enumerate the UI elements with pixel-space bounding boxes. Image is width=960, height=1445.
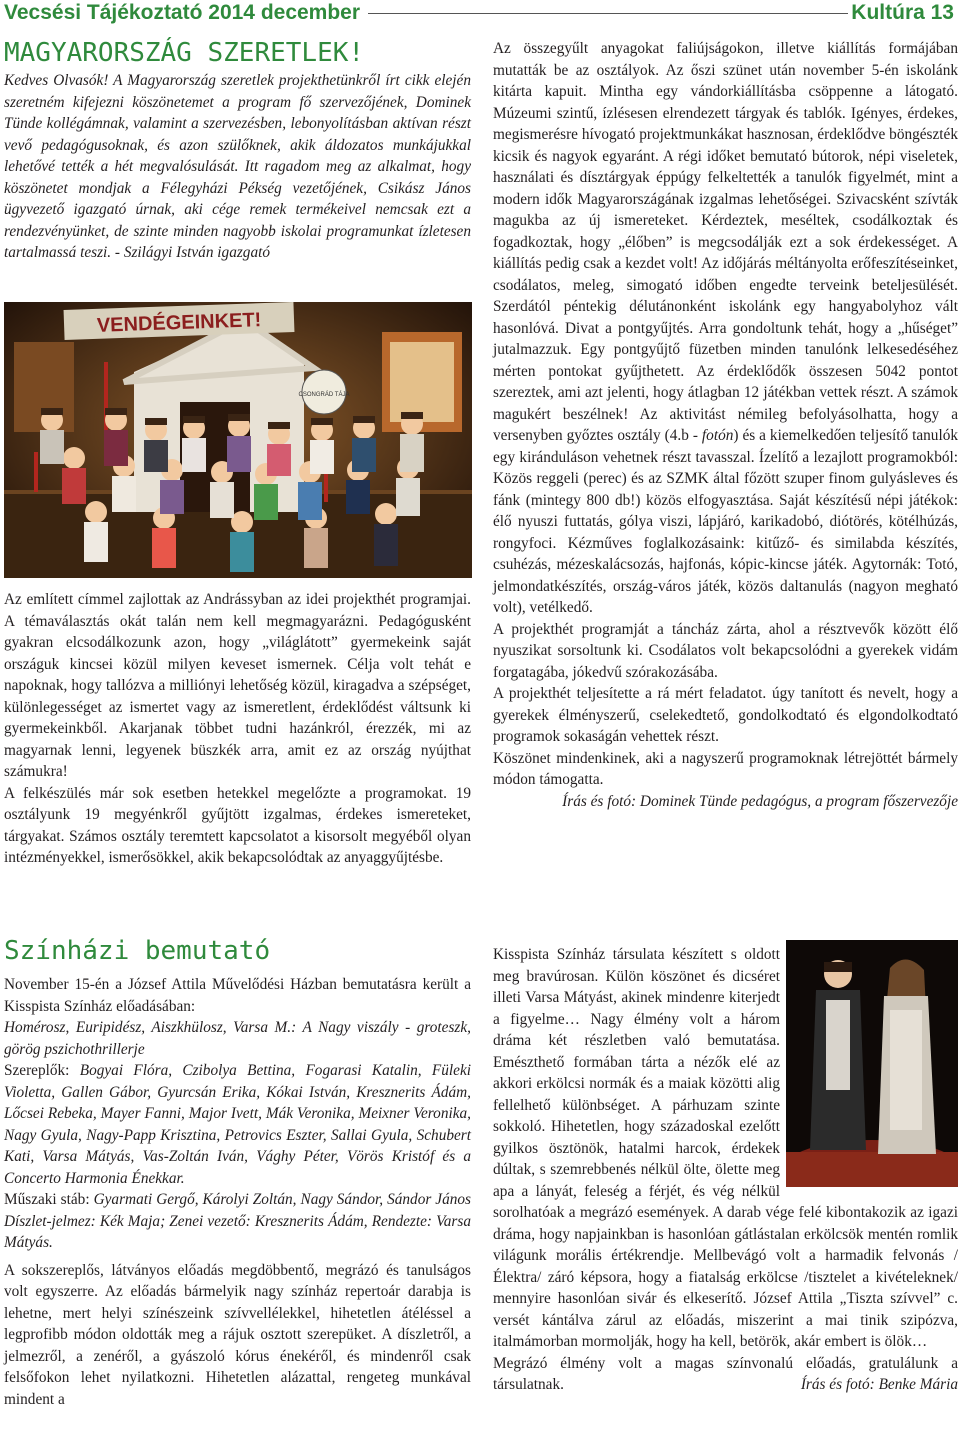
body-paragraph <box>493 38 958 619</box>
author-signature: Írás és fotó: Dominek Tünde pedagógus, a program főszervezője <box>562 792 958 810</box>
photo-sign-text: VENDÉGEINKET! <box>96 309 262 337</box>
article2-body-left <box>4 974 471 1410</box>
crew-names: Gyarmati Gergő, Károlyi Zoltán, Nagy Sándor, Sándor János Díszlet-jelmez: Kék Maja; Zenei vezető: Kresznerits Ádám, Rendezte: Varsa Mátyás. <box>4 1191 471 1251</box>
article-body-right <box>493 38 958 812</box>
body-paragraph: Köszönet mindenkinek, aki a nagyszerű programoknak létrejöttét bármely módon támogatta. <box>493 749 958 788</box>
publication-title: Vecsési Tájékoztató 2014 december <box>4 1 361 24</box>
body-paragraph: November 15-én a József Attila Művelődési Házban bemutatásra került a Kisspista Színház előadásában: <box>4 976 471 1015</box>
body-paragraph: A projekthét programját a táncház zárta, ahol a résztvevők között élő nyuszikat sorsoltunk ki. Csodálatos volt bekapcsolódni a gyerekek vidám forgatagába, jókedvű szórakozásába. <box>493 620 958 681</box>
body-text: Kisspista Színház társulata készített s oldott meg bravúrosan. Külön köszönet és dicséret illeti Varsa Mátyást, akinek mindenre kiterjedt a figyelme… Nagy élmény volt a három dráma két részletben való bemutatása. Emészthető formában tárta a nézők elé az akkori erkölcsi normák és a maiak közötti alig fellelhető különbséget. A párhuzam szinte sokkoló. Hihetetlen, hogy századoskal ezelőtt gyilkos ösztönök, hatalmi harcok, érdekek dúltak, s szemrebbenés nélkül ölte, ölette meg apa a lányát, feleség a férjét, és vég nélkül sorolhatóak a megrázó események. A darab vége felé kibontakozik az igazi dráma, hogy napjainkban is hasonlóan gátlástalan erkölcsök mentén romlik világunk morális értékrendje. Mellbevágó volt a harmadik felvonás /Élektra/ záró képsora, hogy a fiatalság erkölcse /tisztelet a kivételeknek/ mennyire hasonlóan sivár és elkeserítő. József Attila „Tiszta szívvel” c. versét kántálva zárul az előadás, miszerint a mai tinik szipózva, italmámorban mormolják, hogy ha kell, betörök, akár embert is ölök… <box>493 946 958 1350</box>
photo-float-spacer <box>780 944 958 1194</box>
photo-badge-text: CSONGRÁD TÁJA <box>298 392 350 398</box>
closing-text: Megrázó élmény volt a magas színvonalú előadás, gratulálunk a társulatnak. <box>493 1354 958 1393</box>
cast-list <box>4 1060 471 1189</box>
header-rule <box>368 13 848 14</box>
class-group-photo <box>4 302 472 578</box>
article-intro <box>4 70 471 264</box>
body-text: ) és a kiemelkedően teljesítő tanulók egy kiránduláson vehetnek részt tavasszal. Ízelítő a lezajlott programokból: Közös reggeli (perec) és az SZMK által főzött szuper finom gulyásleves és fánk (mintegy 800 db!) közös elfogyasztása. Saját készítésű népi játékok: élő nyuszi futtatás, gólya viszi, lápjáró, karikadobó, diótörés, kötélhúzás, rongyfoci. Kézműves foglalkozásaink: kitűző- és similabda készítés, csuhézás, mézeskalácsozás, hajfonás, kópic-kincse játék. Agytornák: Totó, jelmondatkészítés, ország-város játék, közös daltanulás (nagyon megható volt), vetélkedő. <box>493 427 958 616</box>
article-title: Színházi bemutató <box>4 936 271 966</box>
author-signature: Írás és fotó: Benke Mária <box>800 1376 958 1393</box>
crew-label: Műszaki stáb: <box>4 1191 94 1208</box>
body-paragraph <box>493 944 958 1353</box>
cast-names: Bogyai Flóra, Czibolya Bettina, Fogarasi Katalin, Füleki Violetta, Gallen Gábor, Gyurcsán Erika, Kókai István, Kresznerits Ádám, Lőcsei Rebeka, Mayer Fanni, Major Ivett, Mák Veronika, Meixner Veronika, Nagy Gyula, Nagy-Papp Krisztina, Petrovics Eszter, Sallai Gyula, Schubert Kati, Varsa Mátyás, Vas-Zoltán Iván, Vághy Péter, Vörös Kristóf és a Concerto Harmonia Énekkar. <box>4 1062 471 1187</box>
article2-body-right <box>493 944 958 1396</box>
body-paragraph: A sokszereplős, látványos előadás megdöbbentő, megrázó és tanulságos volt egyszerre. Az előadás bármelyik nagy színház repertoár darabja is lehetne, mert helyi színészeink szívvellélekkel, hihetetlen átéléssel a legprofibb módon oldották meg a rájuk osztott szerepüket. A díszletről, a jelmezről, a zenéről, a gyászoló kórus énekéről, és mindenről csak felsőfokon lehet nyilatkozni. Hihetetlen alázattal, rengeteg munkával mindent a <box>4 1261 471 1408</box>
play-title: Homérosz, Euripidész, Aiszkhülosz, Varsa M.: A Nagy viszály - groteszk, görög pszichothrillerje <box>4 1019 471 1058</box>
body-text: Az összegyűlt anyagokat faliújságokon, illetve kiállítás formájában mutatták be az osztályok. Az őszi szünet után november 5-én iskolánk kitárta kapuit. Mintha egy vándorkiállításba csöppenne a látogató. Múzeumi szintű, ízlésesen elrendezett tárgyak és tablók. Igényes, érdekes, megismerésre hívogató projektmunkákat hasznosan, érdeklődve böngészték kicsik és nagyok egyaránt. A régi időket bemutató bútorok, népi viseletek, használati és dísztárgyak éppúgy felkeltették a tanulók figyelmét, mint a modern idők Magyarországának izgalmas lehetőségei. Szivacsként szívták magukba az új ismereteket. Kérdeztek, meséltek, csodálkoztak és fogadkoztak, hogy „élőben” is megcsodálják ezt a sok érdekességet. A kiállítás pedig csak a kezdet volt! Az időjárás méltányolta erőfeszítéseinket, csodálatos, meleg, simogató időben engedte terveink beteljesülését. Szerdától péntekig délutánonként iskolánk egy hangyabolyhoz vált hasonlóvá. Divat a pontgyűjtés. Arra gondoltunk tehát, hogy a „hűséget” jutalmazzuk. Egy pontgyűjtő füzetben minden tanulónk lelkesedéséhez mérten pontokat gyűjthetett. Az érdeklődők összesen 5042 pontot szereztek, ami azt jelenti, hogy átlagban 12 játékban vettek részt. A számok magukért beszélnek! Az aktivitást némileg befolyásolhatta, hogy a versenyben győztes osztály (4.b - <box>493 40 958 444</box>
body-paragraph: Az említett címmel zajlottak az Andrássyban az idei projekthét programjai. A témaválasztás okát talán nem kell megmagyarázni. Pedagógusként gyakran elcsodálkozunk azon, hogy „világlátott” gyermekeink saját országuk kincsei közül milyen keveset ismernek. Célja volt tehát e napoknak, hogy tallózva a milliónyi lehetőség közül, kiragadva a szépséget, különlegességet az ismertet vagy az ismeretlent, érdeklődést váltsunk ki gyermekeinkből. Akarjanak többet tudni hazánkról, érezzék, mi az magyarnak lenni, legyenek büszkék arra, amit ez az ország nyújthat számukra! <box>4 591 471 780</box>
body-paragraph: A felkészülés már sok esetben hetekkel megelőzte a programokat. 19 osztályunk 19 megyénkről gyűjtött izgalmas, érdekes ismereteket, tárgyakat. Számos osztály teremtett kapcsolatot a kisorsolt megyéből olyan intézményekkel, ismerősökkel, akik bekapcsolódtak az anyaggyűjtésbe. <box>4 784 471 866</box>
article-body-left <box>4 589 471 869</box>
article-title: MAGYARORSZÁG SZERETLEK! <box>4 38 365 68</box>
section-page-label: Kultúra 13 <box>851 1 954 24</box>
crew-list <box>4 1189 471 1254</box>
cast-label: Szereplők: <box>4 1062 80 1079</box>
photo-reference: fotón <box>701 427 734 444</box>
body-paragraph: A projekthét teljesítette a rá mért feladatot. úgy tanított és nevelt, hogy a gyerekek élményszerű, cselekedtető, gondolkodtató és elgondolkodtató programok sokaságán vehettek részt. <box>493 685 958 745</box>
page-header <box>0 0 960 30</box>
intro-paragraph: Kedves Olvasók! A Magyarország szeretlek projekthetünkről írt cikk elején szeretném kifejezni köszönetemet a program fő szervezőjének, Dominek Tünde kollégámnak, valamint a szervezésben, lebonyolításban aktívan részt vevő pedagógusoknak, és azon szülőknek, akik áldozatos munkájukkal lehetővé tették a hét megvalósulását. Itt ragadom meg az alkalmat, hogy köszönetet mondjak a Félegyházi Pékség vezetőjének, Csikász János ügyvezető igazgató úrnak, aki cége remek termékeivel nemcsak ezt a rendezvényünket, de szinte minden nagyobb iskolai programunkat ízletesen tartalmassá teszi. - Szilágyi István igazgató <box>4 72 471 261</box>
